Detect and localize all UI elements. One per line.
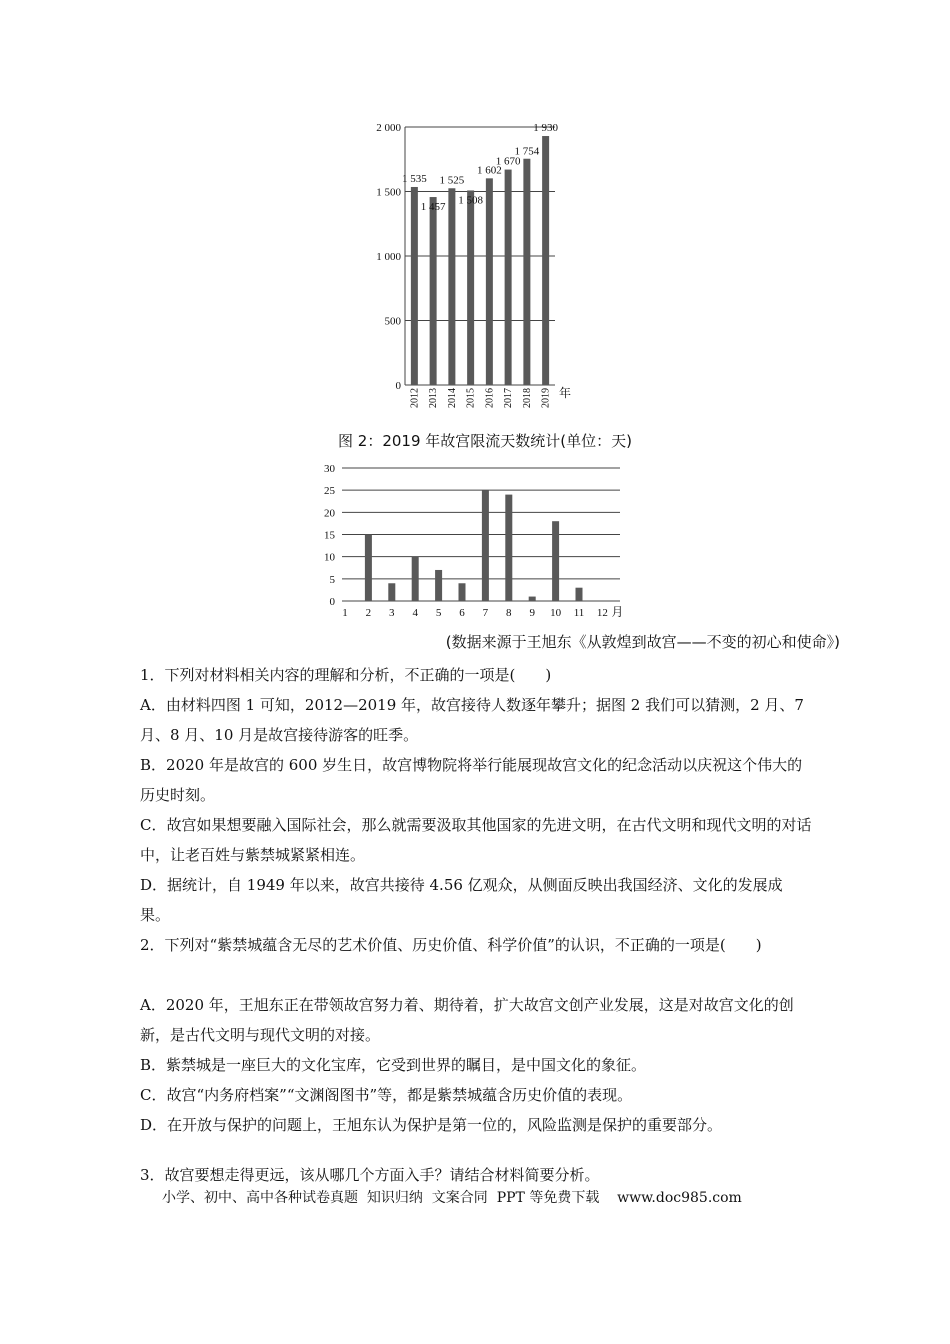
- question-2-option-b: B．紫禁城是一座巨大的文化宝库，它受到世界的瞩目，是中国文化的象征。: [140, 1056, 647, 1074]
- y-tick-label: 1 500: [376, 186, 401, 199]
- data-label: 1 754: [514, 145, 540, 158]
- data-source-note: (数据来源于王旭东《从敦煌到故宫——不变的初心和使命》): [445, 633, 840, 651]
- x-tick-label: 8: [506, 607, 512, 619]
- x-tick-label: 7: [482, 607, 489, 619]
- x-tick-label: 2017: [503, 388, 515, 408]
- x-tick-label: 3: [389, 607, 395, 619]
- chart2-title: 图 2：2019 年故宫限流天数统计(单位：天): [338, 432, 632, 450]
- y-tick-label: 5: [329, 573, 335, 586]
- y-tick-label: 10: [324, 551, 335, 564]
- x-tick-label: 5: [435, 607, 442, 619]
- x-tick-label: 1: [342, 607, 348, 619]
- x-tick-label: 2012: [409, 388, 421, 408]
- bar: [459, 583, 466, 601]
- limit-days-bar-chart: [315, 458, 655, 623]
- bar: [576, 588, 583, 601]
- y-tick-label: 0: [395, 380, 401, 392]
- bar: [435, 570, 442, 601]
- question-1-option-a: A．由材料四图 1 可知，2012—2019 年，故宫接待人数逐年攀升；据图 2 我们可以猜测，2 月、7 月、8 月、10 月是故宫接待游客的旺季。: [140, 696, 804, 744]
- bar: [529, 597, 536, 601]
- y-tick-label: 500: [384, 315, 401, 328]
- x-axis-unit: 月: [611, 605, 624, 619]
- x-tick-label: 10: [550, 607, 562, 619]
- bar: [486, 178, 493, 385]
- question-2-stem: 2．下列对“紫禁城蕴含无尽的艺术价值、历史价值、科学价值”的认识，不正确的一项是( ): [140, 936, 762, 954]
- question-2-option-c: C．故宫“内务府档案”“文渊阁图书”等，都是紫禁城蕴含历史价值的表现。: [140, 1086, 633, 1104]
- x-tick-label: 2018: [521, 388, 533, 408]
- data-label: 1 670: [495, 155, 521, 168]
- bar: [411, 187, 418, 385]
- question-2-option-d: D．在开放与保护的问题上，王旭东认为保护是第一位的，风险监测是保护的重要部分。: [140, 1116, 723, 1134]
- y-tick-label: 25: [324, 485, 335, 498]
- bar: [448, 188, 455, 385]
- question-1-option-c: C．故宫如果想要融入国际社会，那么就需要汲取其他国家的先进文明，在古代文明和现代文明的对话中，让老百姓与紫禁城紧紧相连。: [140, 816, 812, 864]
- x-tick-label: 12: [596, 607, 608, 619]
- question-3-stem: 3．故宫要想走得更远，该从哪几个方面入手？请结合材料简要分析。: [140, 1166, 600, 1184]
- question-1-option-b: B．2020 年是故宫的 600 岁生日，故宫博物院将举行能展现故宫文化的纪念活动以庆祝这个伟大的历史时刻。: [140, 756, 803, 804]
- data-label: 1 535: [402, 172, 427, 185]
- x-tick-label: 4: [412, 607, 418, 619]
- bar: [523, 159, 530, 385]
- bar: [505, 170, 512, 385]
- bar: [482, 490, 489, 601]
- data-label: 1 602: [477, 164, 502, 177]
- bar: [467, 190, 474, 385]
- data-label: 1 525: [439, 174, 465, 187]
- y-tick-label: 20: [324, 507, 335, 520]
- bar: [430, 197, 437, 385]
- question-1-stem: 1．下列对材料相关内容的理解和分析，不正确的一项是( ): [140, 666, 552, 684]
- question-2-option-a: A．2020 年，王旭东正在带领故宫努力着、期待着，扩大故宫文创产业发展，这是对故宫文化的创新，是古代文明与现代文明的对接。: [140, 996, 794, 1044]
- x-tick-label: 11: [573, 607, 585, 619]
- data-label: 1 508: [458, 194, 483, 207]
- x-tick-label: 9: [529, 607, 535, 619]
- bar: [365, 535, 372, 602]
- x-axis-unit: 年: [559, 386, 572, 400]
- y-tick-label: 15: [324, 529, 335, 542]
- x-tick-label: 2016: [484, 388, 496, 408]
- y-tick-label: 1 000: [376, 251, 401, 263]
- bar: [388, 583, 395, 601]
- data-label: 1 930: [533, 122, 558, 135]
- bar: [542, 136, 549, 385]
- bar: [505, 495, 512, 601]
- bar: [412, 557, 419, 601]
- y-tick-label: 2 000: [376, 122, 401, 134]
- bar: [552, 521, 559, 601]
- x-tick-label: 2019: [540, 388, 552, 408]
- page-footer: 小学、初中、高中各种试卷真题 知识归纳 文案合同 PPT 等免费下载 www.doc985.com: [162, 1190, 742, 1206]
- y-tick-label: 30: [324, 463, 335, 475]
- y-tick-label: 0: [329, 596, 335, 608]
- x-tick-label: 6: [459, 607, 465, 619]
- visitor-bar-chart: [350, 115, 610, 420]
- question-1-option-d: D．据统计，自 1949 年以来，故宫共接待 4.56 亿观众，从侧面反映出我国经济、文化的发展成果。: [140, 876, 783, 924]
- x-tick-label: 2: [365, 607, 372, 619]
- x-tick-label: 2013: [428, 388, 440, 408]
- x-tick-label: 2015: [465, 388, 477, 408]
- x-tick-label: 2014: [446, 388, 458, 408]
- data-label: 1 457: [420, 201, 446, 214]
